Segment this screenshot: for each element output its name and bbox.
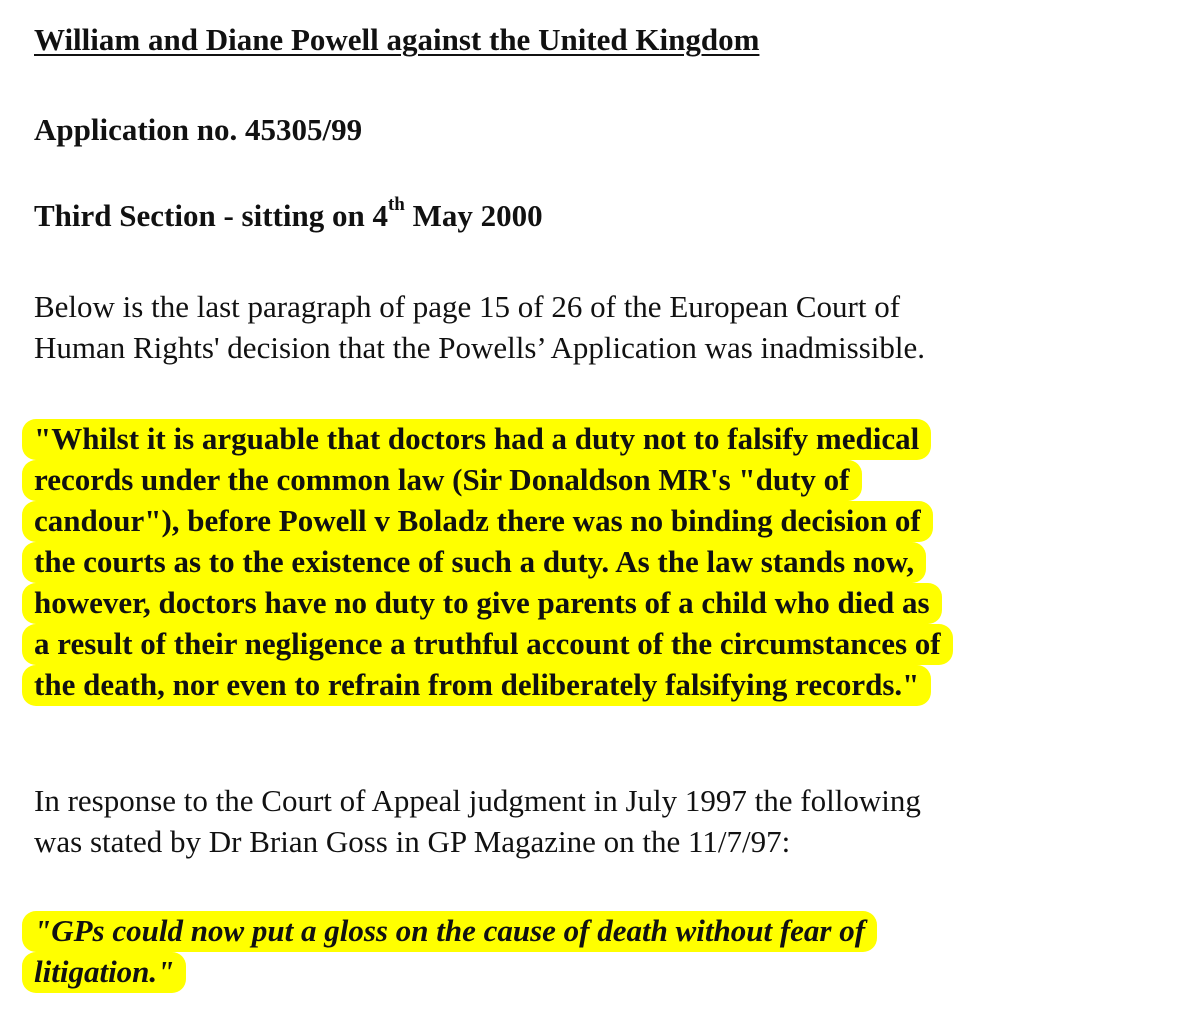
intro-paragraph [34, 286, 925, 368]
court-quote-line: however, doctors have no duty to give parents of a child who died as [22, 583, 942, 624]
response-paragraph [34, 780, 921, 862]
gp-quote-line: "GPs could now put a gloss on the cause of death without fear of [22, 911, 877, 952]
court-quote-line: a result of their negligence a truthful account of the circumstances of [22, 624, 953, 665]
court-quote-line: the courts as to the existence of such a duty. As the law stands now, [22, 542, 926, 583]
court-quote-line: records under the common law (Sir Donaldson MR's "duty of [22, 460, 862, 501]
document-title: William and Diane Powell against the United Kingdom [34, 22, 760, 57]
court-quote-line: "Whilst it is arguable that doctors had a duty not to falsify medical [22, 419, 931, 460]
section-suffix: May 2000 [404, 198, 543, 233]
court-quote-highlighted [22, 418, 953, 705]
intro-line: Below is the last paragraph of page 15 of 26 of the European Court of [34, 289, 901, 324]
section-prefix: Third Section - sitting on 4 [34, 198, 388, 233]
application-number: Application no. 45305/99 [34, 112, 363, 147]
date-ordinal-superscript: th [387, 194, 405, 215]
response-line: was stated by Dr Brian Goss in GP Magazine on the 11/7/97: [34, 824, 791, 859]
gp-quote-line: litigation." [22, 952, 186, 993]
court-quote-line: the death, nor even to refrain from deliberately falsifying records." [22, 665, 931, 706]
gp-quote-highlighted [22, 910, 877, 992]
court-quote-line: candour"), before Powell v Boladz there was no binding decision of [22, 501, 933, 542]
section-sitting-date [34, 194, 543, 234]
response-line: In response to the Court of Appeal judgment in July 1997 the following [34, 783, 921, 818]
intro-line: Human Rights' decision that the Powells’ Application was inadmissible. [34, 330, 925, 365]
